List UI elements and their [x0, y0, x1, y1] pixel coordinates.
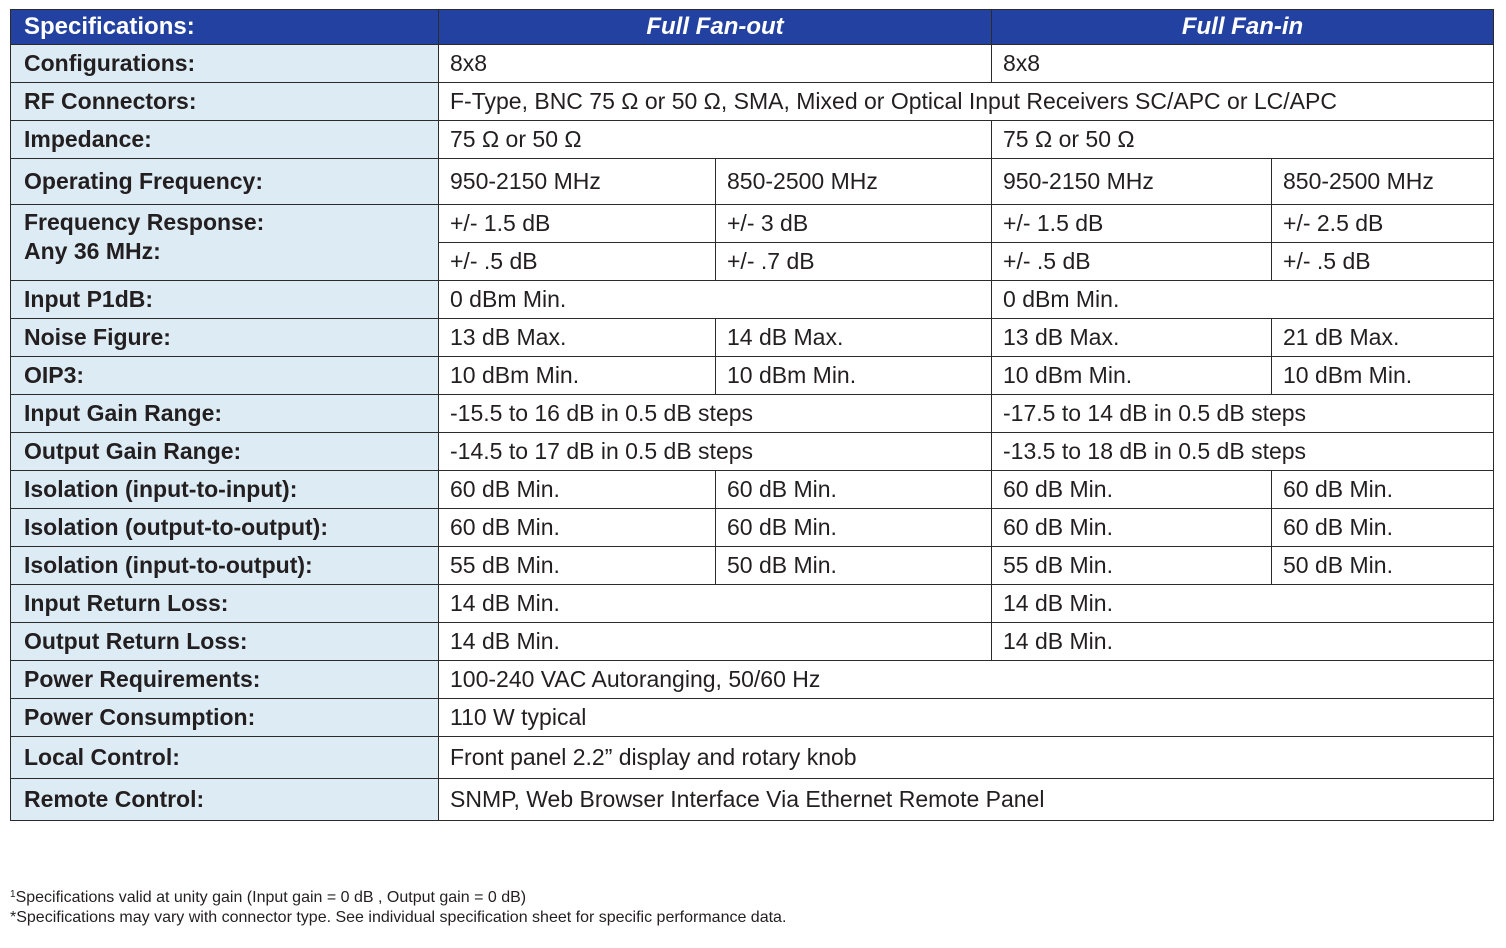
table-row [11, 357, 1494, 395]
value-cell: 13 dB Max. [992, 319, 1272, 357]
row-label: Remote Control: [11, 779, 439, 821]
table-row [11, 623, 1494, 661]
row-label: Operating Frequency: [11, 159, 439, 205]
specifications-table [10, 9, 1494, 821]
value-cell: 950-2150 MHz [992, 159, 1272, 205]
row-label-line2: Any 36 MHz: [24, 237, 161, 264]
table-row [11, 395, 1494, 433]
value-cell: 60 dB Min. [439, 509, 716, 547]
value-cell: 55 dB Min. [439, 547, 716, 585]
value-cell: 950-2150 MHz [439, 159, 716, 205]
table-row [11, 45, 1494, 83]
value-cell: 60 dB Min. [716, 509, 992, 547]
row-label: Isolation (input-to-output): [11, 547, 439, 585]
row-label: Configurations: [11, 45, 439, 83]
shared-value: F-Type, BNC 75 Ω or 50 Ω, SMA, Mixed or Optical Input Receivers SC/APC or LC/APC [439, 83, 1494, 121]
table-row [11, 779, 1494, 821]
value-cell: +/- .7 dB [716, 243, 992, 281]
table-row [11, 281, 1494, 319]
value-cell: 50 dB Min. [1272, 547, 1494, 585]
row-label: Impedance: [11, 121, 439, 159]
row-label: Noise Figure: [11, 319, 439, 357]
fan-in-value: 75 Ω or 50 Ω [992, 121, 1494, 159]
value-cell: +/- 3 dB [716, 205, 992, 243]
value-cell: 10 dBm Min. [992, 357, 1272, 395]
footnote-text: Specifications valid at unity gain (Input gain = 0 dB , Output gain = 0 dB) [15, 889, 527, 906]
value-cell: 21 dB Max. [1272, 319, 1494, 357]
fan-out-value: 8x8 [439, 45, 992, 83]
row-label: Power Requirements: [11, 661, 439, 699]
value-cell: 60 dB Min. [1272, 509, 1494, 547]
value-cell: +/- .5 dB [1272, 243, 1494, 281]
fan-in-value: 0 dBm Min. [992, 281, 1494, 319]
row-label: Input Gain Range: [11, 395, 439, 433]
fan-out-value: -15.5 to 16 dB in 0.5 dB steps [439, 395, 992, 433]
value-cell: 14 dB Max. [716, 319, 992, 357]
row-label: RF Connectors: [11, 83, 439, 121]
table-row [11, 319, 1494, 357]
value-cell: 55 dB Min. [992, 547, 1272, 585]
fan-out-value: 14 dB Min. [439, 585, 992, 623]
row-label: Input P1dB: [11, 281, 439, 319]
value-cell: +/- .5 dB [439, 243, 716, 281]
footnote-unity-gain [10, 885, 786, 908]
value-cell: 60 dB Min. [716, 471, 992, 509]
value-cell: 13 dB Max. [439, 319, 716, 357]
row-label: Power Consumption: [11, 699, 439, 737]
shared-value: 110 W typical [439, 699, 1494, 737]
table-row [11, 547, 1494, 585]
table-row [11, 699, 1494, 737]
footnote-marker: 1 [10, 889, 16, 900]
value-cell: 10 dBm Min. [716, 357, 992, 395]
table-row [11, 509, 1494, 547]
value-cell: +/- .5 dB [992, 243, 1272, 281]
value-cell: 850-2500 MHz [716, 159, 992, 205]
value-cell: 50 dB Min. [716, 547, 992, 585]
table-row [11, 585, 1494, 623]
fan-out-value: 0 dBm Min. [439, 281, 992, 319]
value-cell: +/- 1.5 dB [992, 205, 1272, 243]
fan-in-value: -17.5 to 14 dB in 0.5 dB steps [992, 395, 1494, 433]
row-label: Local Control: [11, 737, 439, 779]
footnote-connector-type: *Specifications may vary with connector type. See individual specification sheet for specific performance data. [10, 909, 787, 926]
row-label: Output Return Loss: [11, 623, 439, 661]
table-row [11, 159, 1494, 205]
shared-value: 100-240 VAC Autoranging, 50/60 Hz [439, 661, 1494, 699]
table-header-row [11, 10, 1494, 45]
table-row [11, 737, 1494, 779]
footnotes [10, 885, 786, 928]
table-row [11, 471, 1494, 509]
fan-out-value: -14.5 to 17 dB in 0.5 dB steps [439, 433, 992, 471]
value-cell: +/- 1.5 dB [439, 205, 716, 243]
table-row [11, 205, 1494, 243]
table-row [11, 661, 1494, 699]
table-row [11, 83, 1494, 121]
shared-value: Front panel 2.2” display and rotary knob [439, 737, 1494, 779]
row-label-line1: Frequency Response: [24, 209, 265, 235]
value-cell: 10 dBm Min. [439, 357, 716, 395]
fan-out-value: 14 dB Min. [439, 623, 992, 661]
value-cell: 60 dB Min. [439, 471, 716, 509]
fan-in-value: 14 dB Min. [992, 623, 1494, 661]
value-cell: 60 dB Min. [992, 509, 1272, 547]
fan-out-value: 75 Ω or 50 Ω [439, 121, 992, 159]
shared-value: SNMP, Web Browser Interface Via Ethernet Remote Panel [439, 779, 1494, 821]
fan-in-value: -13.5 to 18 dB in 0.5 dB steps [992, 433, 1494, 471]
row-label: OIP3: [11, 357, 439, 395]
table-row [11, 121, 1494, 159]
row-label: Isolation (output-to-output): [11, 509, 439, 547]
frequency-response-label [11, 205, 439, 281]
table-row [11, 433, 1494, 471]
specifications-header: Specifications: [11, 10, 439, 45]
value-cell: 850-2500 MHz [1272, 159, 1494, 205]
value-cell: 10 dBm Min. [1272, 357, 1494, 395]
value-cell: 60 dB Min. [992, 471, 1272, 509]
full-fan-in-header: Full Fan-in [992, 10, 1494, 45]
value-cell: 60 dB Min. [1272, 471, 1494, 509]
row-label: Isolation (input-to-input): [11, 471, 439, 509]
fan-in-value: 8x8 [992, 45, 1494, 83]
value-cell: +/- 2.5 dB [1272, 205, 1494, 243]
fan-in-value: 14 dB Min. [992, 585, 1494, 623]
row-label: Output Gain Range: [11, 433, 439, 471]
row-label: Input Return Loss: [11, 585, 439, 623]
full-fan-out-header: Full Fan-out [439, 10, 992, 45]
